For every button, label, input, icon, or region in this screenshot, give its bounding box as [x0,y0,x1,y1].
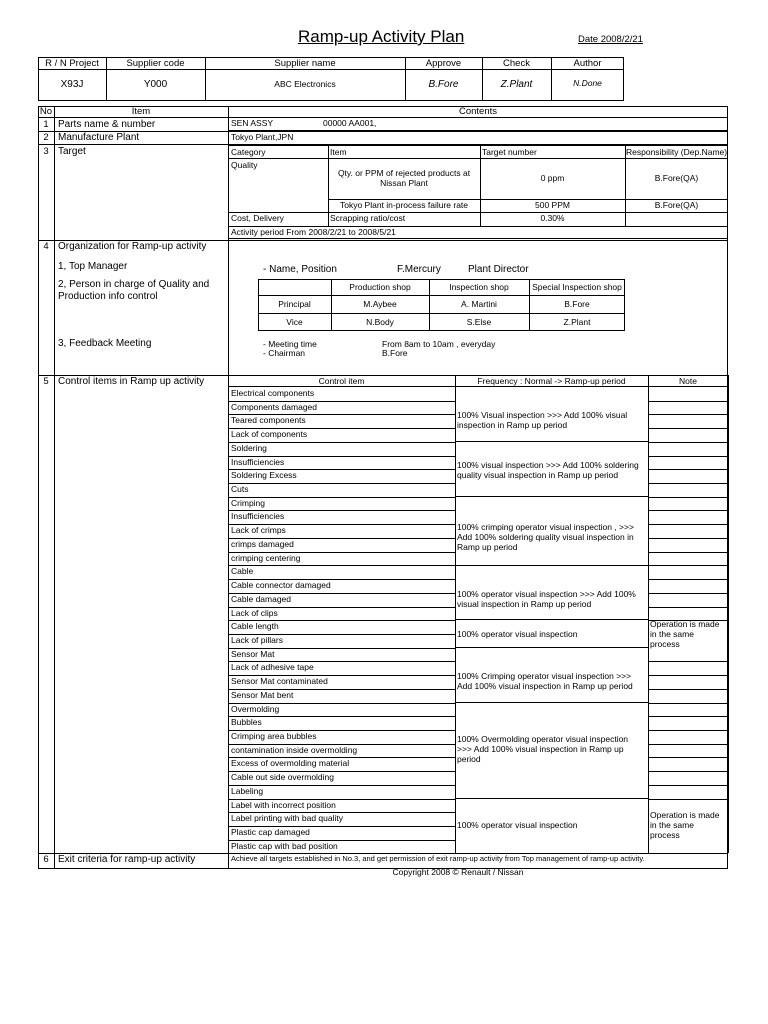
target-head-category: Category [231,147,266,157]
note-divider [648,510,728,511]
control-item: Lack of adhesive tape [231,662,314,672]
row6-item: Exit criteria for ramp-up activity [58,854,196,865]
top-manager-label: 1, Top Manager [58,261,128,272]
control-item: Cable connector damaged [231,580,331,590]
note-divider [648,799,728,800]
row1-item: Parts name & number [58,119,156,130]
control-item: Crimping [231,498,266,508]
target-head-number: Target number [482,147,537,157]
note-divider [648,675,728,676]
note-divider [648,497,728,498]
row5-item: Control items in Ramp up activity [58,376,205,387]
control-item: Soldering Excess [231,470,297,480]
control-item: Label with incorrect position [231,800,336,810]
frequency-sensor-mat: 100% Crimping operator visual inspection >>> Add 100% visual inspection in Ramp up period [457,671,633,691]
note-divider [648,401,728,402]
note-divider [648,689,728,690]
target-head-responsibility: Responsibility (Dep.Name) [626,147,728,157]
note-divider [648,565,728,566]
row1-no: 1 [43,119,49,130]
note-divider [648,785,728,786]
row2-content: Tokyo Plant,JPN [231,132,294,142]
header-label-author: Author [573,58,602,69]
row2-item: Manufacture Plant [58,132,140,143]
frequency-overmolding: 100% Overmolding operator visual inspection >>> Add 100% visual inspection in Ramp up period [457,734,629,764]
org-vice-production: N.Body [366,317,394,327]
control-item: Lack of crimps [231,525,286,535]
frequency-labeling: 100% operator visual inspection [457,820,578,830]
target-quality-number: 0 ppm [540,173,565,183]
meeting-time-value: From 8am to 10am , everyday [382,339,496,349]
control-item: Cuts [231,484,249,494]
frequency-crimping: 100% crimping operator visual inspection , >>> Add 100% soldering quality visual inspection in Ramp up period [457,522,634,552]
note-divider [648,757,728,758]
control-item: Labeling [231,786,264,796]
note-cable-length: Operation is made in the same process [650,619,720,649]
note-divider [648,483,728,484]
header-label-project: R / N Project [45,58,99,69]
org-head-special-inspection: Special Inspection shop [532,282,622,292]
row1-content-b: 00000 AA001, [323,118,377,128]
note-divider [648,744,728,745]
org-vice-inspection: S.Else [466,317,492,327]
target-quality-responsibility: B.Fore(QA) [654,173,699,183]
frequency-cable-length: 100% operator visual inspection [457,629,578,639]
frequency-soldering: 100% visual inspection >>> Add 100% soldering quality visual inspection in Ramp up period [457,460,639,480]
control-head-item: Control item [318,376,365,386]
note-divider [648,469,728,470]
check-value: Z.Plant [500,79,533,90]
control-item: Cable out side overmolding [231,772,335,782]
org-head-production: Production shop [349,282,411,292]
control-item: Lack of pillars [231,635,283,645]
meeting-time-label: - Meeting time [263,339,317,349]
target-cost-label: Cost, Delivery [231,213,284,223]
note-divider [648,552,728,553]
header-label-supplier-name: Supplier name [274,58,336,69]
control-item: Excess of overmolding material [231,758,350,768]
note-divider [648,771,728,772]
document-date: Date 2008/2/21 [578,34,643,45]
control-item: contamination inside overmolding [231,745,358,755]
note-divider [648,593,728,594]
note-divider [648,538,728,539]
org-principal-production: M.Aybee [363,299,397,309]
row3-no: 3 [43,146,49,157]
supplier-name-value: ABC Electronics [274,79,336,89]
note-divider [648,703,728,704]
control-item: Plastic cap damaged [231,827,310,837]
col-head-contents: Contents [458,106,498,117]
top-manager-position: Plant Director [468,264,529,275]
control-item: Sensor Mat contaminated [231,676,328,686]
note-divider [648,661,728,662]
header-label-supplier-code: Supplier code [126,58,185,69]
control-item: Insufficiencies [231,457,285,467]
note-labeling: Operation is made in the same process [650,810,720,840]
frequency-electrical: 100% Visual inspection >>> Add 100% visual inspection in Ramp up period [457,410,628,430]
header-label-approve: Approve [425,58,462,69]
org-principal-special: B.Fore [564,299,590,309]
header-label-check: Check [503,58,530,69]
org-principal-inspection: A. Martini [461,299,497,309]
row3-item: Target [58,146,86,157]
chairman-value: B.Fore [382,348,408,358]
col-head-item: Item [131,106,151,117]
control-item: Components damaged [231,402,318,412]
control-item: Teared components [231,415,306,425]
row6-no: 6 [43,854,49,865]
control-head-note: Note [679,376,697,386]
target-tokyo-number: 500 PPM [535,200,570,210]
note-divider [648,442,728,443]
row6-content: Achieve all targets established in No.3, and get permission of exit ramp-up activity from Top management of ramp-up activity. [231,854,645,863]
target-quality-item: Qty. or PPM of rejected products at Nissan Plant [337,168,471,188]
note-divider [648,716,728,717]
author-value: N.Done [573,78,602,88]
control-item: Overmolding [231,704,280,714]
control-item: Cable damaged [231,594,292,604]
control-item: Bubbles [231,717,262,727]
org-head-inspection: Inspection shop [449,282,509,292]
approve-value: B.Fore [428,79,459,90]
page-title: Ramp-up Activity Plan [298,27,465,46]
frequency-cable: 100% operator visual inspection >>> Add 100% visual inspection in Ramp up period [457,589,636,609]
target-cost-item: Scrapping ratio/cost [330,213,406,223]
row4-item: Organization for Ramp-up activity [58,241,207,252]
note-divider [648,524,728,525]
person-in-charge-label: 2, Person in charge of Quality and Production info control [58,279,210,302]
control-head-frequency: Frequency : Normal -> Ramp-up period [477,376,626,386]
control-item-divider [228,565,455,566]
note-divider [648,579,728,580]
target-tokyo-item: Tokyo Plant in-process failure rate [339,200,469,210]
org-role-vice: Vice [286,317,303,327]
control-item: Sensor Mat [231,649,275,659]
control-item: Lack of components [231,429,308,439]
control-item: Lack of clips [231,608,278,618]
note-divider [648,456,728,457]
top-manager-name: F.Mercury [397,264,441,275]
control-item-divider [228,483,455,484]
note-divider [648,414,728,415]
control-item: Cable [231,566,254,576]
note-divider [648,428,728,429]
supplier-code-value: Y000 [143,79,168,90]
chairman-label: - Chairman [263,348,306,358]
org-role-principal: Principal [278,299,311,309]
target-tokyo-responsibility: B.Fore(QA) [654,200,699,210]
target-cost-number: 0.30% [540,213,565,223]
control-item: crimps damaged [231,539,294,549]
project-value: X93J [60,79,84,90]
feedback-meeting-label: 3, Feedback Meeting [58,338,152,349]
row1-content-a: SEN ASSY [231,118,274,128]
copyright: Copyright 2008 © Renault / Nissan [392,867,524,877]
control-item: Label printing with bad quality [231,813,343,823]
target-head-item: Item [330,147,347,157]
org-vice-special: Z.Plant [563,317,591,327]
control-item: Crimping area bubbles [231,731,317,741]
note-divider [648,607,728,608]
activity-period: Activity period From 2008/2/21 to 2008/5/21 [231,227,396,237]
control-item: Plastic cap with bad position [231,841,338,851]
row5-no: 5 [43,376,49,387]
control-item: Cable length [231,621,279,631]
control-item: Soldering [231,443,267,453]
control-item: Sensor Mat bent [231,690,294,700]
name-position-label: - Name, Position [263,264,337,275]
control-item: Insufficiencies [231,511,285,521]
target-quality-label: Quality [231,160,258,170]
control-item-divider [228,716,455,717]
note-divider [648,730,728,731]
control-item: Electrical components [231,388,315,398]
col-head-no: No [39,106,53,117]
row2-no: 2 [43,132,49,143]
row4-no: 4 [43,241,49,252]
control-item: crimping centering [231,553,301,563]
